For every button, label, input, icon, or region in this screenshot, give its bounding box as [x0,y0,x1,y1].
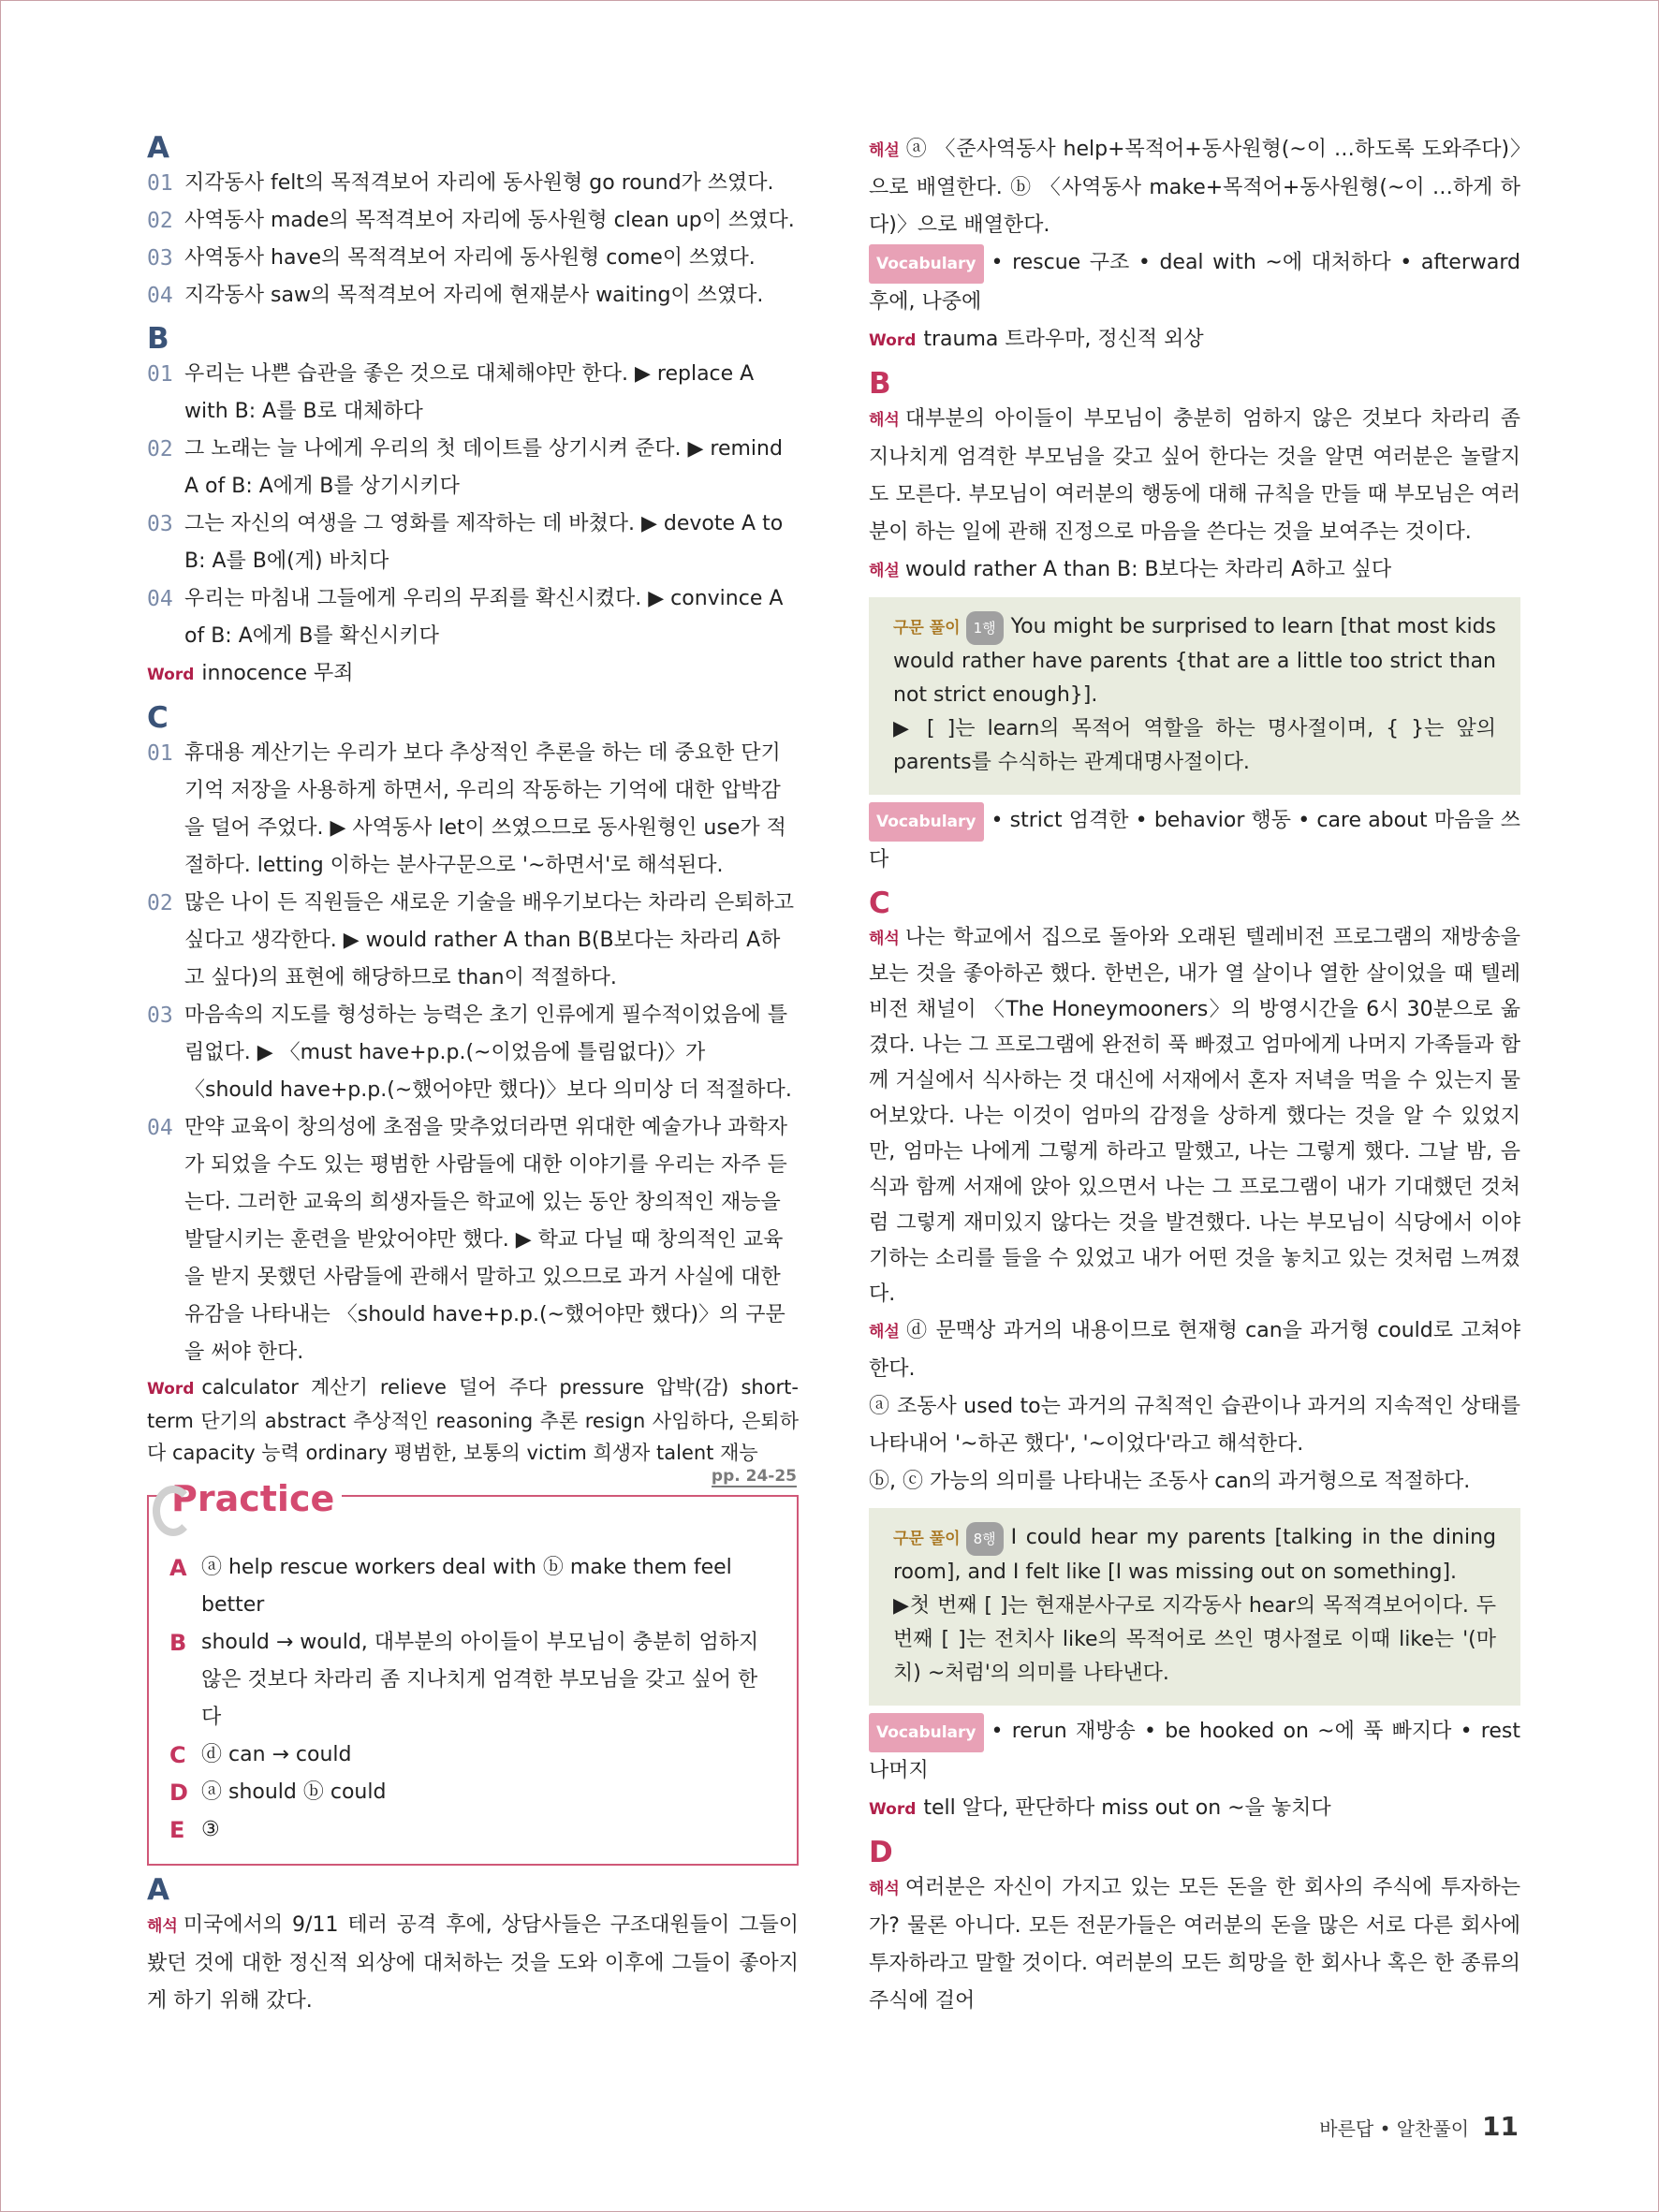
list-item [147,356,799,431]
word-text: trauma 트라우마, 정신적 외상 [923,328,1204,351]
translation-text: 나는 학교에서 집으로 돌아와 오래된 텔레비전 프로그램의 재방송을 보는 것을 좋아하곤 했다. 한번은, 내가 열 살이나 열한 살이었을 때 텔레비전 채널이 〈The Honeymooners〉의 방영시간을 6시 30분으로 옮겼다. 나는 그 프로그램에 완전히 푹 빠졌고 엄마에게 나머지 가족들과 함께 거실에서 식사하는 것 대신에 서재에서 혼자 저녁을 먹을 수 있는지 물어보았다. 나는 이것이 엄마의 감정을 상하게 했다는 것을 알 수 있었지만, 엄마는 나에게 그렇게 하라고 말했고, 나는 그렇게 했다. 그날 밤, 음식과 함께 서재에 앉아 있으면서 나는 그 프로그램이 내가 기대했던 것처럼 그렇게 재미있지 않다는 것을 발견했다. 나는 부모님이 식당에서 이야기하는 소리를 들을 수 있었고 내가 어떤 것을 놓치고 있는 것처럼 느껴졌다. [869,926,1520,1306]
item-text: 많은 나이 든 직원들은 새로운 기술을 배우기보다는 차라리 은퇴하고 싶다고 생각한다. ▶ would rather A than B(B보다는 차라리 A하고 싶다)의 표현에 해당하므로 than이 적절하다. [184,891,795,989]
passage-a-explanation [869,131,1520,244]
syntax-english [893,610,1496,712]
vocabulary-tag: Vocabulary [869,802,984,842]
section-a-heading: A [147,131,169,165]
section-b-items [147,356,799,655]
item-number: 02 [147,891,173,916]
syntax-korean: ▶ [ ]는 learn의 목적어 역할을 하는 명사절이며, { }는 앞의 parents를 수식하는 관계대명사절이다. [893,717,1496,774]
explanation-tag: 해설 [869,1323,900,1341]
translation-text: 여러분은 자신이 가지고 있는 모든 돈을 한 회사의 주식에 투자하는가? 물론 아니다. 모든 전문가들은 여러분의 돈을 많은 서로 다른 회사에 투자하라고 말할 것이다. 여러분의 모든 희망을 한 회사나 혹은 한 종류의 주식에 걸어 [869,1876,1520,2013]
item-text: 우리는 마침내 그들에게 우리의 무죄를 확신시켰다. ▶ convince A of B: A에게 B를 확신시키다 [184,587,784,648]
vocabulary-tag: Vocabulary [869,244,984,284]
answer-letter: E [169,1817,185,1843]
line-badge: 1행 [966,611,1004,645]
translation-text: 대부분의 아이들이 부모님이 충분히 엄하지 않은 것보다 차라리 좀 지나치게 엄격한 부모님을 갖고 싶어 한다는 것을 알면 여러분은 놀랄지도 모른다. 부모님이 여러분의 행동에 대해 규칙을 만들 때 부모님은 여러분이 하는 일에 관해 진정으로 마음을 쓴다는 것을 보여주는 것이다. [869,407,1520,544]
explanation-line: ⓑ, ⓒ 가능의 의미를 나타내는 조동사 can의 과거형으로 적절하다. [869,1470,1471,1493]
explanation-text: would rather A than B: B보다는 차라리 A하고 싶다 [904,558,1392,581]
item-text: 그 노래는 늘 나에게 우리의 첫 데이트를 상기시켜 준다. ▶ remind A of B: A에게 B를 상기시키다 [184,437,783,498]
list-item [147,240,799,277]
section-b-heading: B [147,322,169,356]
item-text: 사역동사 made의 목적격보어 자리에 동사원형 clean up이 쓰였다. [184,209,795,232]
translation-tag: 해석 [147,1917,178,1936]
list-item [147,165,799,202]
list-item [147,1109,799,1371]
page-footer [1319,2111,1519,2142]
answer-text: ⓓ can → could [201,1743,352,1766]
item-number: 03 [147,1003,173,1028]
word-note [147,655,799,694]
syntax-tag: 구문 풀이 [893,1530,961,1548]
word-text: calculator 계산기 relieve 덜어 주다 pressure 압박(감) short-term 단기의 abstract 추상적인 reasoning 추론 resign 사임하다, 은퇴하다 capacity 능력 ordinary 평범한, 보통의 victim 희생자 talent 재능 [147,1376,799,1464]
answer-text: should → would, 대부분의 아이들이 부모님이 충분히 엄하지 않은 것보다 차라리 좀 지나치게 엄격한 부모님을 갖고 싶어 한다 [201,1631,759,1729]
list-item [147,885,799,997]
item-number: 02 [147,437,173,461]
answer-item [169,1624,776,1736]
syntax-tag: 구문 풀이 [893,619,961,637]
right-column [869,131,1520,2020]
word-note [869,1790,1520,1828]
item-text: 사역동사 have의 목적격보어 자리에 동사원형 come이 쓰였다. [184,246,756,270]
item-number: 03 [147,512,173,536]
item-text: 지각동사 felt의 목적격보어 자리에 동사원형 go round가 쓰였다. [184,171,774,195]
passage-a-translation [147,1907,799,2020]
word-tag: Word [147,666,195,684]
list-item [147,997,799,1109]
list-item [147,580,799,655]
syntax-sentence: I could hear my parents [talking in the dining room], and I felt like [I was missing out on something]. [893,1526,1496,1584]
vocabulary-text: • rescue 구조 • deal with ~에 대처하다 • afterward 후에, 나중에 [869,251,1520,314]
passage-b-translation [869,401,1520,551]
vocabulary-note [869,1713,1520,1790]
passage-c-explanation [869,1312,1520,1388]
passage-d-translation [869,1869,1520,2020]
item-number: 01 [147,171,173,196]
answer-item [169,1811,776,1849]
word-tag: Word [869,331,917,350]
item-text: 만약 교육이 창의성에 초점을 맞추었더라면 위대한 예술가나 과학자가 되었을 수도 있는 평범한 사람들에 대한 이야기를 우리는 자주 듣는다. 그러한 교육의 희생자들은 학교에 있는 동안 창의적인 재능을 발달시키는 훈련을 받았어야만 했다. ▶ 학교 다닐 때 창의적인 교육을 받지 못했던 사람들에 관해서 말하고 있으므로 과거 사실에 대한 유감을 나타내는 〈should have+p.p.(~했어야만 했다)〉의 구문을 써야 한다. [184,1116,788,1364]
vocabulary-text: • strict 엄격한 • behavior 행동 • care about 마음을 쓰다 [869,809,1520,872]
passage-c-heading: C [869,886,890,920]
list-item [147,735,799,885]
item-number: 04 [147,587,173,611]
section-c-heading: C [147,701,169,735]
passage-b-explanation [869,551,1520,590]
vocabulary-tag: Vocabulary [869,1713,984,1752]
line-badge: 8행 [966,1522,1004,1556]
item-text: 지각동사 saw의 목적격보어 자리에 현재분사 waiting이 쓰였다. [184,284,764,307]
passage-b-heading: B [869,367,891,401]
practice-box [147,1467,799,1866]
section-a-items [147,165,799,315]
list-item [147,277,799,315]
answer-text: ⓐ should ⓑ could [201,1780,387,1804]
syntax-box [869,597,1520,795]
footer-label: 바른답 • 알찬풀이 [1319,2117,1470,2140]
syntax-sentence: You might be surprised to learn [that most kids would rather have parents {that are a little too strict than not strict enough}]. [893,615,1496,707]
answer-item [169,1549,776,1624]
item-number: 02 [147,209,173,233]
word-tag: Word [869,1800,917,1819]
answer-item [169,1774,776,1811]
word-text: tell 알다, 판단하다 miss out on ~을 놓치다 [923,1796,1331,1820]
syntax-english [893,1521,1496,1589]
explanation-line: ⓐ 조동사 used to는 과거의 규칙적인 습관이나 과거의 지속적인 상태를 나타내어 '~하곤 했다', '~이었다'라고 해석한다. [869,1395,1520,1456]
item-number: 04 [147,1116,173,1140]
item-number: 01 [147,741,173,766]
answer-letter: D [169,1780,188,1806]
answer-item [169,1736,776,1774]
answer-letter: B [169,1630,187,1656]
practice-pages: pp. 24-25 [711,1467,797,1486]
item-text: 우리는 나쁜 습관을 좋은 것으로 대체해야만 한다. ▶ replace A with B: A를 B로 대체하다 [184,362,755,423]
answer-letter: C [169,1742,186,1768]
vocabulary-note [869,802,1520,879]
translation-tag: 해석 [869,411,900,430]
translation-tag: 해석 [869,1880,900,1898]
section-c-items [147,735,799,1371]
list-item [147,431,799,505]
explanation-tag: 해설 [869,562,900,580]
practice-title: Practice [164,1478,342,1519]
word-tag: Word [147,1380,195,1399]
item-number: 01 [147,362,173,387]
vocabulary-note [869,244,1520,321]
item-text: 그는 자신의 여생을 그 영화를 제작하는 데 바쳤다. ▶ devote A to B: A를 B에(게) 바치다 [184,512,784,573]
page-number: 11 [1482,2111,1519,2142]
syntax-box [869,1508,1520,1706]
item-text: 마음속의 지도를 형성하는 능력은 초기 인류에게 필수적이었음에 틀림없다. ▶ 〈must have+p.p.(~이었음에 틀림없다)〉가 〈should have+p.p.(~했어야만 했다)〉보다 의미상 더 적절하다. [184,1003,792,1102]
item-number: 03 [147,246,173,271]
passage-a-heading: A [147,1873,169,1907]
explanation-text: ⓓ 문맥상 과거의 내용이므로 현재형 can을 과거형 could로 고쳐야 한다. [869,1319,1520,1381]
answer-letter: A [169,1555,187,1581]
item-number: 04 [147,284,173,308]
answer-text: ⓐ help rescue workers deal with ⓑ make them feel better [201,1556,732,1617]
explanation-text: ⓐ 〈준사역동사 help+목적어+동사원형(~이 …하도록 도와주다)〉으로 배열한다. ⓑ 〈사역동사 make+목적어+동사원형(~이 …하게 하다)〉으로 배열한다. [869,138,1520,237]
translation-text: 미국에서의 9/11 테러 공격 후에, 상담사들은 구조대원들이 그들이 봤던 것에 대한 정신적 외상에 대처하는 것을 도와 이후에 그들이 좋아지게 하기 위해 갔다. [147,1913,799,2013]
explanation-tag: 해설 [869,141,900,160]
word-note [147,1371,799,1469]
syntax-korean: ▶첫 번째 [ ]는 현재분사구로 지각동사 hear의 목적격보어이다. 두 번째 [ ]는 전치사 like의 목적어로 쓰인 명사절로 이때 like는 '(마치) ~처럼'의 의미를 나타낸다. [893,1594,1496,1685]
item-text: 휴대용 계산기는 우리가 보다 추상적인 추론을 하는 데 중요한 단기 기억 저장을 사용하게 하면서, 우리의 작동하는 기억에 대한 압박감을 덜어 주었다. ▶ 사역동사 let이 쓰였으므로 동사원형인 use가 적절하다. letting 이하는 분사구문으로 '~하면서'로 해석된다. [184,741,786,877]
vocabulary-text: • rerun 재방송 • be hooked on ~에 푹 빠지다 • rest 나머지 [869,1720,1520,1782]
passage-c-translation [869,920,1520,1312]
word-text: innocence 무죄 [201,662,354,685]
list-item [147,505,799,580]
passage-d-heading: D [869,1836,893,1869]
answer-text: ③ [201,1818,220,1841]
word-note [869,321,1520,359]
translation-tag: 해석 [869,930,900,948]
left-column [147,131,799,2020]
list-item [147,202,799,240]
